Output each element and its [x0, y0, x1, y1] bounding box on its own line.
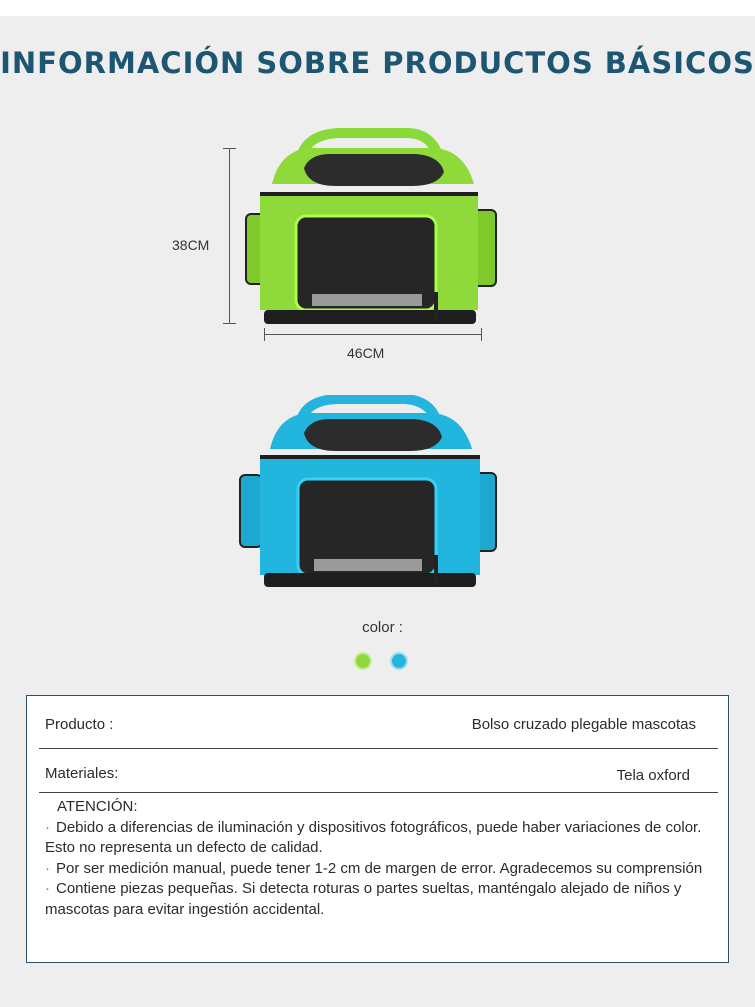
height-guide-line [229, 148, 230, 324]
attention-notes [45, 797, 717, 920]
height-label: 38CM [172, 237, 210, 253]
blue-color-swatch[interactable] [390, 652, 408, 670]
materials-row [45, 765, 718, 782]
bullet-glyph: · [45, 818, 50, 836]
height-guide-cap-top [223, 148, 236, 149]
height-guide-cap-bottom [223, 323, 236, 324]
green-color-swatch[interactable] [354, 652, 372, 670]
attention-heading: ATENCIÓN: [57, 798, 138, 815]
materials-label: Materiales: [45, 765, 119, 782]
attention-item: · Por ser medición manual, puede tener 1-2 cm de margen de error. Agradecemos su comprensión [45, 859, 703, 877]
divider [39, 748, 718, 749]
width-label: 46CM [347, 345, 385, 361]
product-label: Producto : [45, 716, 114, 733]
blue-pet-carrier-image [238, 395, 500, 591]
green-pet-carrier-image [244, 128, 504, 328]
product-info-box [26, 695, 729, 963]
materials-value: Tela oxford [616, 767, 690, 784]
bullet-glyph: · [45, 859, 50, 877]
page-title: INFORMACIÓN SOBRE PRODUCTOS BÁSICOS [0, 46, 755, 80]
attention-item: · Contiene piezas pequeñas. Si detecta roturas o partes sueltas, manténgalo alejado de niños y mascotas para evitar ingestión accidental. [45, 880, 682, 918]
width-guide-cap-left [264, 328, 265, 341]
color-label: color : [362, 619, 403, 636]
divider [39, 792, 718, 793]
product-value: Bolso cruzado plegable mascotas [471, 716, 696, 733]
width-guide-line [264, 334, 482, 335]
width-guide-cap-right [481, 328, 482, 341]
attention-item: · Debido a diferencias de iluminación y dispositivos fotográficos, puede haber variaciones de color. Esto no representa un defecto de calidad. [45, 818, 702, 856]
top-band [0, 0, 755, 16]
product-row [45, 716, 718, 733]
bullet-glyph: · [45, 880, 50, 897]
